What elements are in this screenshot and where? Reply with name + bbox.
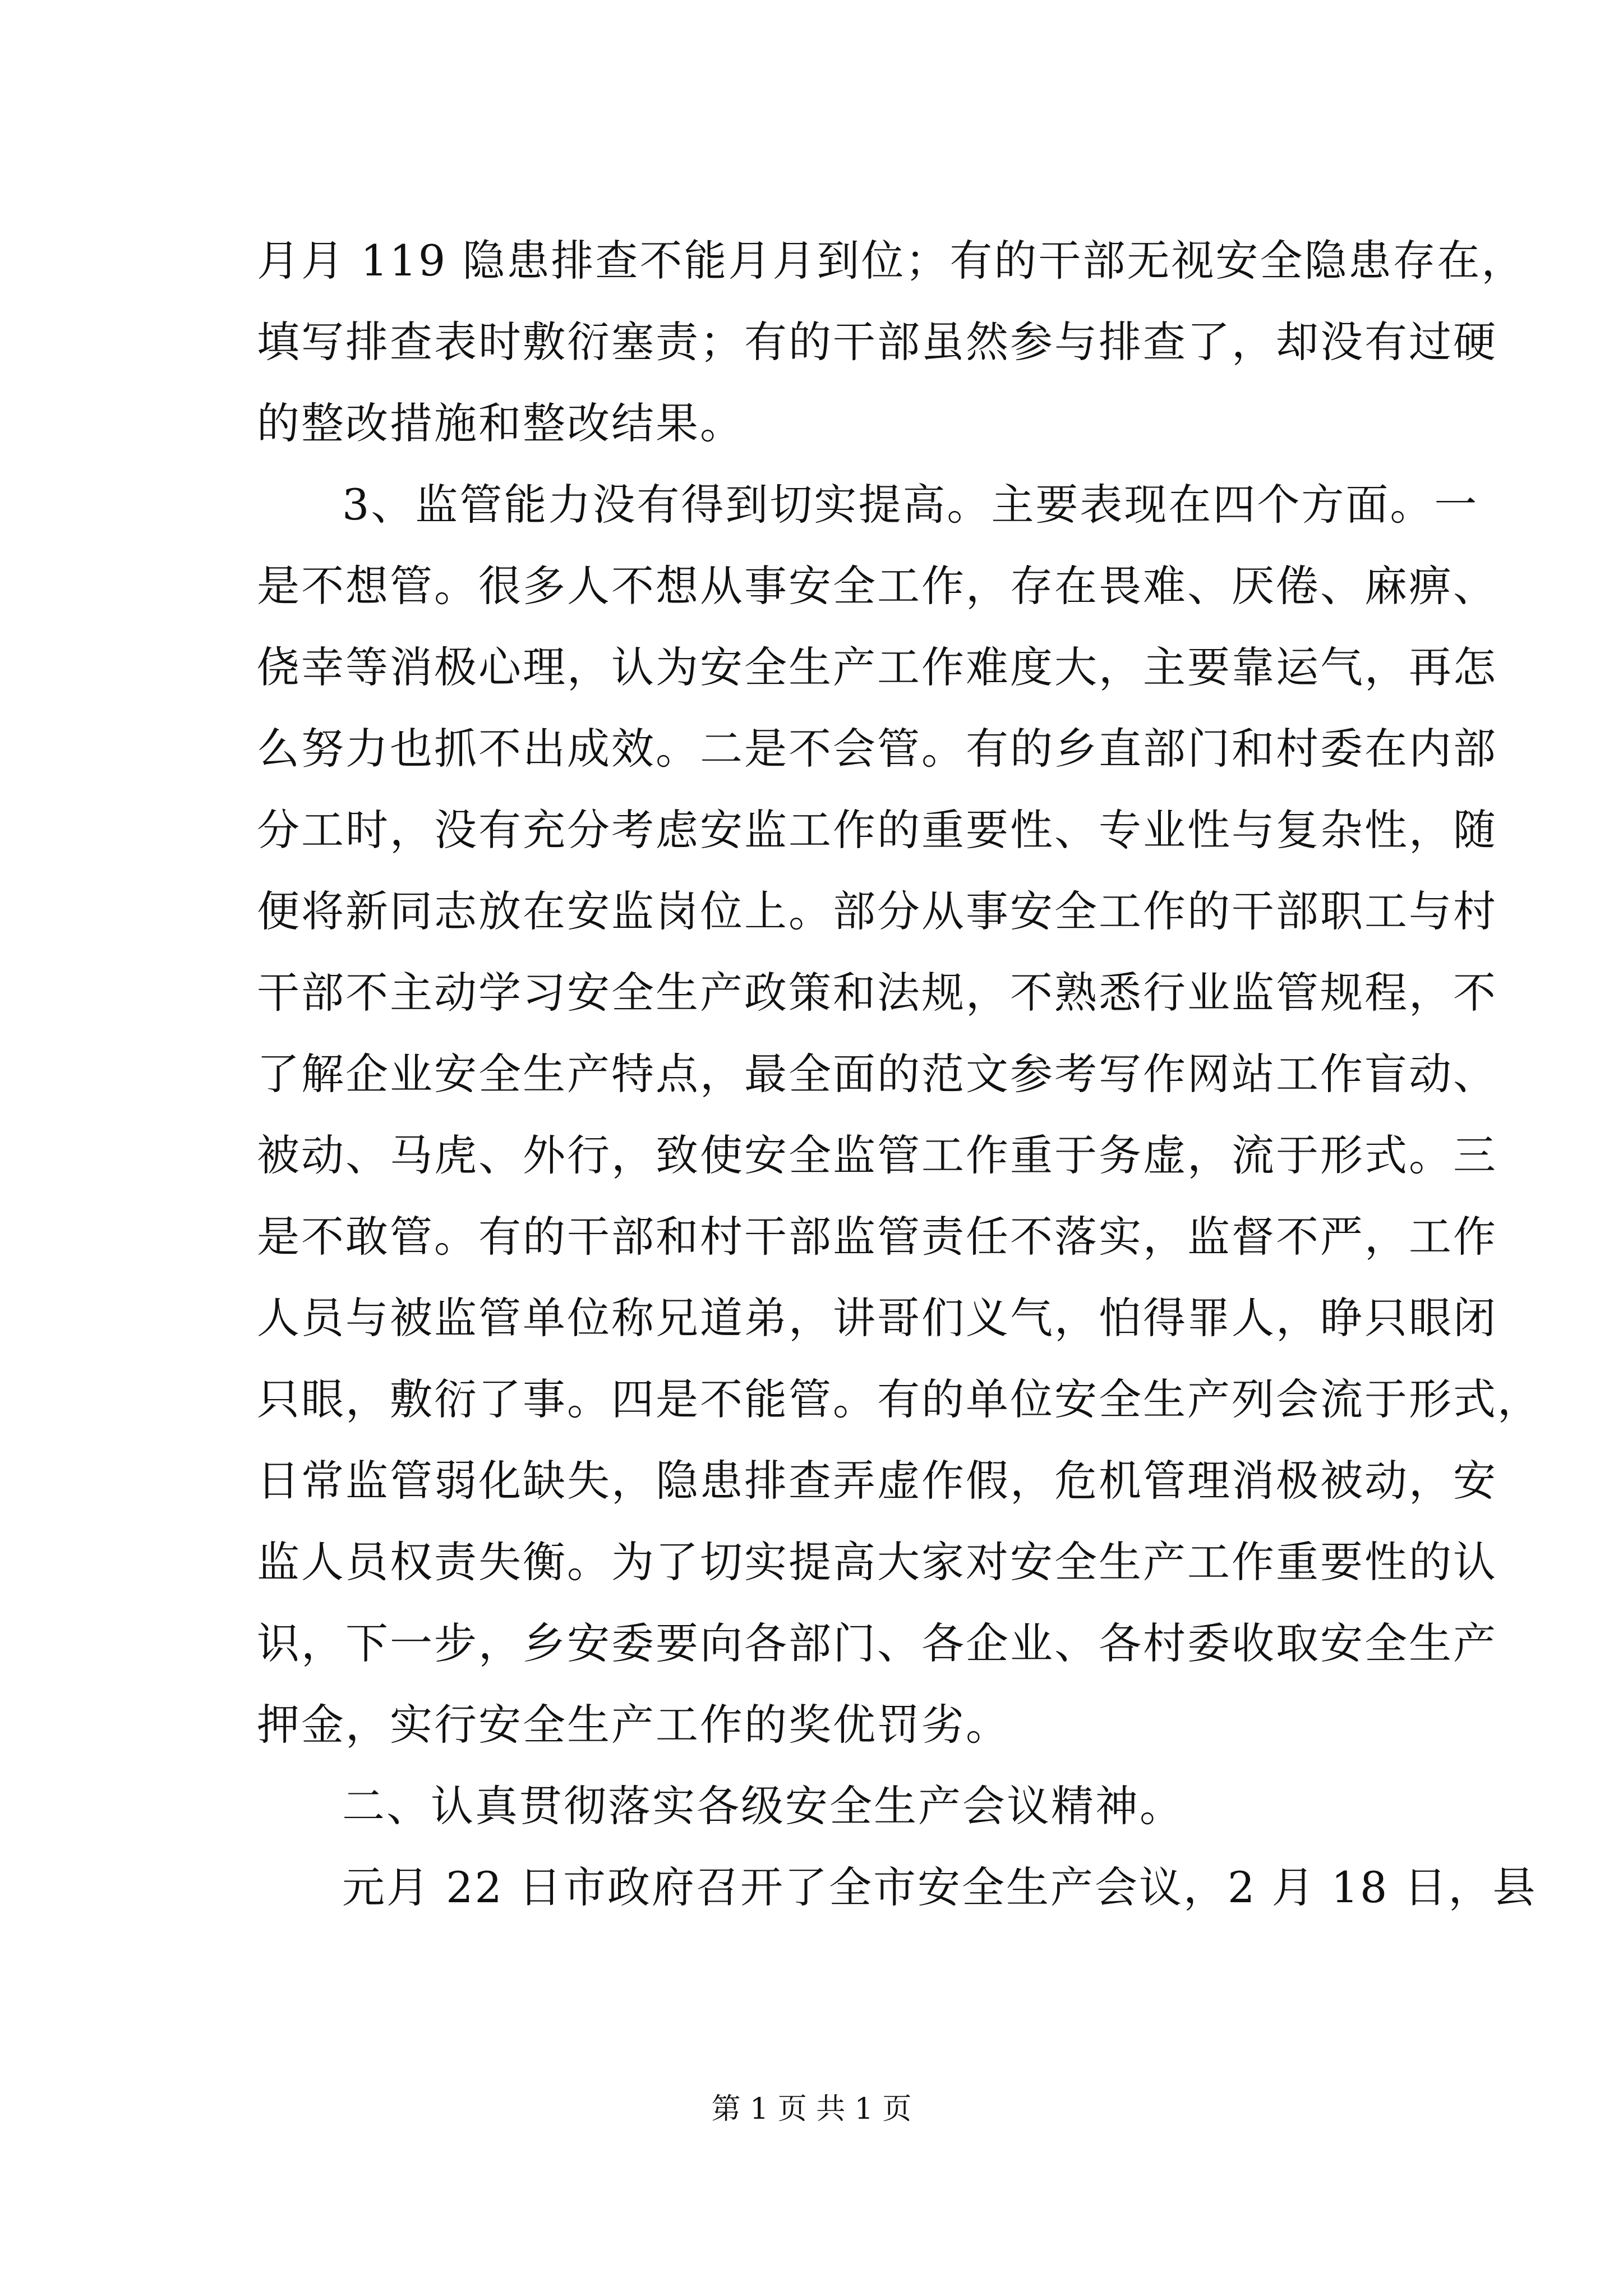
text-line: 干部不主动学习安全生产政策和法规，不熟悉行业监管规程，不	[257, 968, 1497, 1018]
text-line: 监人员权责失衡。为了切实提高大家对安全生产工作重要性的认	[257, 1537, 1497, 1587]
text-line: 侥幸等消极心理，认为安全生产工作难度大，主要靠运气，再怎	[257, 642, 1497, 692]
document-body	[257, 220, 1542, 1928]
text-line: 押金，实行安全生产工作的奖优罚劣。	[257, 1700, 1010, 1750]
page-number: 第 1 页 共 1 页	[711, 2092, 912, 2126]
section-heading: 二、认真贯彻落实各级安全生产会议精神。	[342, 1781, 1184, 1831]
text-line: 3、监管能力没有得到切实提高。主要表现在四个方面。一	[342, 480, 1479, 530]
text-line: 分工时，没有充分考虑安监工作的重要性、专业性与复杂性，随	[257, 805, 1497, 855]
text-line: 是不敢管。有的干部和村干部监管责任不落实，监督不严，工作	[257, 1212, 1497, 1262]
text-line: 元月 22 日市政府召开了全市安全生产会议，2 月 18 日，县	[342, 1862, 1537, 1912]
text-line: 人员与被监管单位称兄道弟，讲哥们义气，怕得罪人，睁只眼闭	[257, 1293, 1497, 1343]
text-line: 了解企业安全生产特点，最全面的范文参考写作网站工作盲动、	[257, 1049, 1497, 1099]
text-line: 月月 119 隐患排查不能月月到位；有的干部无视安全隐患存在，	[257, 236, 1526, 286]
text-line: 是不想管。很多人不想从事安全工作，存在畏难、厌倦、麻痹、	[257, 561, 1497, 611]
text-line: 便将新同志放在安监岗位上。部分从事安全工作的干部职工与村	[257, 886, 1497, 936]
text-line: 识，下一步，乡安委要向各部门、各企业、各村委收取安全生产	[257, 1618, 1497, 1668]
text-line: 的整改措施和整改结果。	[257, 398, 744, 448]
text-line: 填写排查表时敷衍塞责；有的干部虽然参与排查了，却没有过硬	[257, 317, 1497, 367]
text-line: 日常监管弱化缺失，隐患排查弄虚作假，危机管理消极被动，安	[257, 1456, 1497, 1506]
text-line: 么努力也抓不出成效。二是不会管。有的乡直部门和村委在内部	[257, 724, 1497, 774]
text-line: 只眼，敷衍了事。四是不能管。有的单位安全生产列会流于形式，	[257, 1374, 1542, 1424]
page-footer	[0, 2090, 1623, 2129]
text-line: 被动、马虎、外行，致使安全监管工作重于务虚，流于形式。三	[257, 1130, 1497, 1180]
